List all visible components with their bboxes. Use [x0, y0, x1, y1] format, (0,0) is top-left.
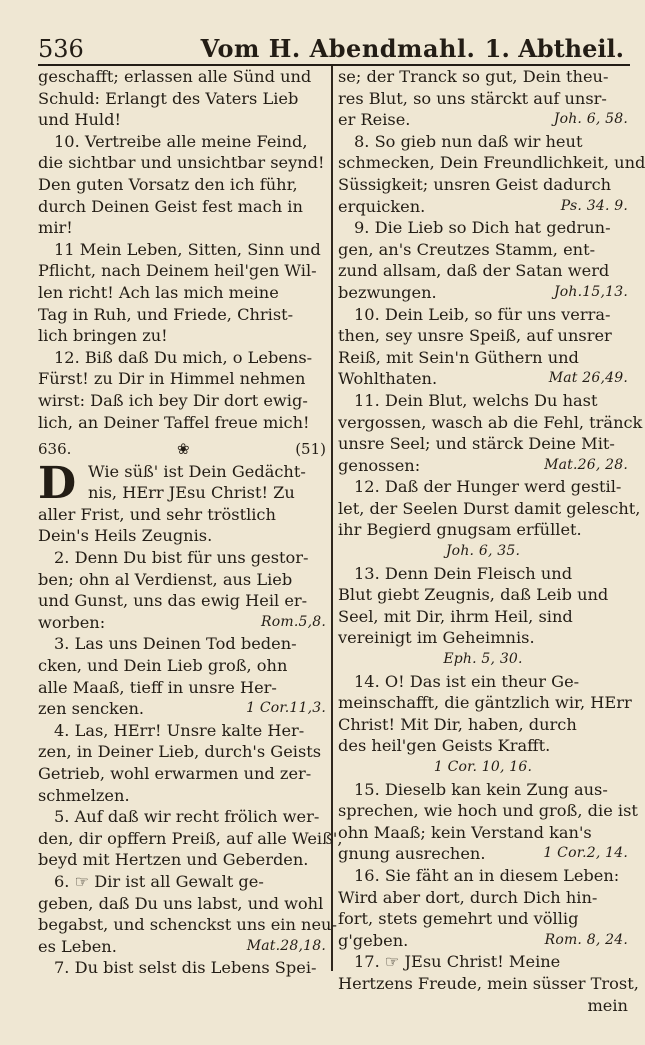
- line-text: vergossen, wasch ab die Fehl, tränck: [338, 412, 643, 432]
- line-text: meinschafft, die gäntzlich wir, HErr: [338, 693, 632, 713]
- verse-line: [38, 806, 326, 828]
- scripture-reference: Mat 26,49.: [548, 370, 628, 387]
- verse-line: [38, 325, 326, 347]
- verse-line: [38, 785, 326, 807]
- line-text: Tag in Ruh, und Friede, Christ-: [38, 304, 294, 324]
- line-text: 6. ☞ Dir ist all Gewalt ge-: [54, 871, 264, 891]
- line-text: 10. Dein Leib, so für uns verra-: [354, 304, 611, 324]
- line-text: 5. Auf daß wir recht frölich wer-: [54, 807, 320, 827]
- line-text: zen, in Deiner Lieb, durch's Geists: [38, 742, 322, 762]
- verse-line: [38, 304, 326, 326]
- scripture-reference: Mat.26, 28.: [544, 456, 628, 473]
- line-text: Pflicht, nach Deinem heil'gen Wil-: [38, 261, 317, 281]
- line-text: zund allsam, daß der Satan werd: [338, 261, 610, 281]
- line-text: Schuld: Erlangt des Vaters Lieb: [38, 88, 299, 108]
- line-text: er Reise.: [338, 110, 411, 130]
- line-text: ohn Maaß; kein Verstand kan's: [338, 822, 592, 842]
- verse-line: [338, 66, 628, 88]
- verse-line: [38, 504, 326, 526]
- verse-line: [338, 347, 628, 369]
- right-column: [338, 66, 645, 1015]
- line-text: erquicken.: [338, 196, 426, 216]
- line-text: vereinigt im Geheimnis.: [338, 628, 535, 648]
- line-text: Seel, mit Dir, ihrm Heil, sind: [338, 606, 573, 626]
- verse-line: [338, 476, 628, 498]
- line-text: 10. Vertreibe alle meine Feind,: [54, 131, 308, 151]
- line-text: Blut giebt Zeugnis, daß Leib und: [338, 585, 609, 605]
- line-text: des heil'gen Geists Krafft.: [338, 736, 551, 756]
- verse-line: [338, 887, 628, 909]
- line-text: lich, an Deiner Taffel freue mich!: [38, 412, 310, 432]
- line-text: 7. Du bist selst dis Lebens Spei-: [54, 958, 317, 978]
- line-text: lich bringen zu!: [38, 326, 168, 346]
- page-number: 536: [38, 35, 84, 63]
- verse-line: [38, 482, 326, 504]
- line-text: 8. So gieb nun daß wir heut: [354, 131, 583, 151]
- verse-line: [338, 908, 628, 930]
- verse-line: [38, 677, 326, 699]
- verse-line: [38, 196, 326, 218]
- verse-line: [338, 692, 632, 714]
- line-text: genossen:: [338, 455, 421, 475]
- verse-line: [338, 606, 628, 628]
- verse-line: [38, 217, 326, 239]
- verse-line: [38, 871, 326, 893]
- line-text: begabst, und schenckst uns ein neu-: [38, 915, 337, 935]
- line-text: schmelzen.: [38, 785, 130, 805]
- line-text: 3. Las uns Deinen Tod beden-: [54, 634, 297, 654]
- line-text: ben; ohn al Verdienst, aus Lieb: [38, 569, 293, 589]
- line-text: Wohlthaten.: [338, 369, 438, 389]
- verse-line: [38, 655, 326, 677]
- verse-line: [338, 714, 628, 736]
- verse-line: [38, 569, 326, 591]
- line-text: mein: [587, 995, 628, 1015]
- verse-line: [38, 893, 326, 915]
- line-text: mir!: [38, 218, 73, 238]
- verse-line: [338, 627, 628, 649]
- line-text: len richt! Ach las mich meine: [38, 282, 279, 302]
- line-text: gen, an's Creutzes Stamm, ent-: [338, 239, 596, 259]
- line-text: Süssigkeit; unsren Geist dadurch: [338, 174, 612, 194]
- verse-line: [338, 843, 628, 865]
- line-text: Dein's Heils Zeugnis.: [38, 526, 213, 546]
- scripture-reference: Eph. 5, 30.: [443, 651, 523, 668]
- verse-line: [338, 930, 628, 952]
- line-text: die sichtbar und unsichtbar seynd!: [38, 153, 325, 173]
- verse-line: [338, 196, 628, 218]
- verse-line: [38, 368, 326, 390]
- line-text: alle Maaß, tieff in unsre Her-: [38, 677, 277, 697]
- verse-line: [338, 519, 628, 541]
- line-text: ihr Begierd gnugsam erfüllet.: [338, 520, 582, 540]
- scripture-reference: Rom. 8, 24.: [544, 931, 628, 948]
- line-text: zen sencken.: [38, 699, 145, 719]
- verse-line: [38, 66, 326, 88]
- verse-line: [38, 828, 343, 850]
- line-text: 11. Dein Blut, welchs Du hast: [354, 390, 598, 410]
- verse-line: [338, 433, 628, 455]
- line-text: 17. ☞ JEsu Christ! Meine: [354, 952, 561, 972]
- verse-line: [38, 174, 326, 196]
- line-text: 2. Denn Du bist für uns gestor-: [54, 548, 309, 568]
- line-text: und Huld!: [38, 110, 121, 130]
- verse-line: [38, 914, 337, 936]
- verse-line: [338, 800, 638, 822]
- verse-line: [38, 525, 326, 547]
- verse-line: [38, 936, 326, 958]
- line-text: es Leben.: [38, 936, 117, 956]
- verse-line: [338, 671, 628, 693]
- verse-line: [338, 304, 628, 326]
- verse-line: [338, 973, 639, 995]
- verse-line: [338, 217, 628, 239]
- scripture-reference: 1 Cor.11,3.: [246, 700, 326, 717]
- line-text: beyd mit Hertzen und Geberden.: [38, 850, 309, 870]
- verse-line: [338, 131, 628, 153]
- verse-line: [38, 547, 326, 569]
- verse-line: [38, 88, 326, 110]
- line-text: gnung ausrechen.: [338, 844, 486, 864]
- line-text: Christ! Mit Dir, haben, durch: [338, 714, 577, 734]
- verse-line: [338, 995, 628, 1017]
- line-text: wirst: Daß ich bey Dir dort ewig-: [38, 390, 308, 410]
- line-text: Wird aber dort, durch Dich hin-: [338, 887, 598, 907]
- scripture-reference: Joh. 6, 35.: [445, 543, 521, 560]
- line-text: Getrieb, wohl erwarmen und zer-: [38, 764, 312, 783]
- verse-line: [338, 735, 628, 757]
- verse-line: [338, 260, 628, 282]
- line-text: 12. Daß der Hunger werd gestil-: [354, 477, 622, 497]
- verse-line: [38, 131, 326, 153]
- line-text: 9. Die Lieb so Dich hat gedrun-: [354, 218, 611, 238]
- verse-line: [338, 779, 628, 801]
- section-label: 1. Abtheil.: [484, 34, 624, 63]
- line-text: Fürst! zu Dir in Himmel nehmen: [38, 369, 306, 389]
- line-text: nis, HErr JEsu Christ! Zu: [88, 483, 295, 503]
- verse-line: [338, 88, 628, 110]
- verse-line: [38, 698, 326, 720]
- page-header: [36, 32, 640, 66]
- line-text: geben, daß Du uns labst, und wohl: [38, 893, 324, 913]
- verse-line: [338, 584, 628, 606]
- line-text: Reiß, mit Sein'n Güthern und: [338, 347, 579, 367]
- melody-number: (51): [295, 440, 326, 459]
- line-text: fort, stets gemehrt und völlig: [338, 909, 579, 929]
- scripture-reference: Mat.28,18.: [246, 937, 326, 954]
- verse-line: [338, 368, 628, 390]
- verse-line: [338, 325, 628, 347]
- line-text: 15. Dieselb kan kein Zung aus-: [354, 779, 608, 799]
- line-text: sprechen, wie hoch und groß, die ist: [338, 801, 638, 821]
- line-text: bezwungen.: [338, 282, 437, 302]
- running-title: Vom H. Abendmahl.: [200, 34, 476, 63]
- line-text: aller Frist, und sehr tröstlich: [38, 504, 276, 524]
- verse-line: [338, 239, 628, 261]
- verse-line: [38, 741, 326, 763]
- scripture-reference: Joh. 6, 58.: [553, 111, 628, 128]
- verse-line: [338, 109, 628, 131]
- line-text: Wie süß' ist Dein Gedächt-: [88, 461, 306, 481]
- verse-line: [338, 390, 628, 412]
- line-text: se; der Tranck so gut, Dein theu-: [338, 67, 609, 86]
- line-text: Den guten Vorsatz den ich führ,: [38, 174, 298, 194]
- verse-line: [338, 455, 628, 477]
- scripture-reference: Rom.5,8.: [260, 613, 326, 630]
- verse-line: [38, 461, 326, 483]
- verse-line: [338, 412, 643, 434]
- ornament-icon: ❀: [177, 440, 190, 459]
- verse-line: [38, 633, 326, 655]
- hymn-number: 636.: [38, 440, 72, 459]
- verse-line: [38, 282, 326, 304]
- verse-line: [38, 957, 326, 979]
- hymn-heading: [38, 439, 326, 461]
- left-column: [38, 66, 343, 978]
- scripture-reference: Ps. 34. 9.: [560, 197, 628, 214]
- verse-line: [338, 951, 628, 973]
- scripture-reference: 1 Cor. 10, 16.: [433, 759, 533, 775]
- line-text: 12. Biß daß Du mich, o Lebens-: [54, 347, 313, 367]
- verse-line: [38, 260, 326, 282]
- line-text: cken, und Dein Lieb groß, ohn: [38, 656, 288, 676]
- verse-line: [338, 865, 628, 887]
- line-text: worben:: [38, 612, 106, 632]
- line-text: 4. Las, HErr! Unsre kalte Her-: [54, 720, 305, 740]
- verse-line: [38, 109, 326, 131]
- verse-line: [38, 849, 326, 871]
- verse-line: [338, 174, 628, 196]
- line-text: 13. Denn Dein Fleisch und: [354, 563, 573, 583]
- line-text: let, der Seelen Durst damit gelescht,: [338, 498, 641, 518]
- verse-line: [338, 757, 628, 779]
- line-text: then, sey unsre Speiß, auf unsrer: [338, 326, 612, 346]
- verse-line: [338, 822, 628, 844]
- verse-line: [38, 152, 326, 174]
- verse-line: [338, 152, 645, 174]
- line-text: 14. O! Das ist ein theur Ge-: [354, 671, 580, 691]
- line-text: unsre Seel; und stärck Deine Mit-: [338, 434, 615, 454]
- line-text: 11 Mein Leben, Sitten, Sinn und: [54, 239, 321, 259]
- verse-line: [38, 763, 326, 785]
- line-text: schmecken, Dein Freundlichkeit, und: [338, 153, 645, 173]
- verse-line: [338, 649, 628, 671]
- verse-line: [38, 347, 326, 369]
- line-text: Hertzens Freude, mein süsser Trost,: [338, 973, 639, 993]
- line-text: 16. Sie fäht an in diesem Leben:: [354, 865, 620, 885]
- line-text: den, dir opffern Preiß, auf alle Weiß',: [38, 828, 343, 848]
- verse-line: [338, 563, 628, 585]
- verse-line: [38, 239, 326, 261]
- scripture-reference: 1 Cor.2, 14.: [543, 845, 628, 862]
- line-text: geschafft; erlassen alle Sünd und: [38, 67, 312, 86]
- verse-line: [38, 390, 326, 412]
- hymn-opening: [38, 457, 326, 509]
- verse-line: [338, 541, 628, 563]
- line-text: g'geben.: [338, 930, 409, 950]
- line-text: durch Deinen Geist fest mach in: [38, 196, 303, 216]
- drop-cap: D: [38, 457, 77, 509]
- verse-line: [338, 282, 628, 304]
- verse-line: [38, 720, 326, 742]
- scripture-reference: Joh.15,13.: [553, 283, 628, 300]
- line-text: und Gunst, uns das ewig Heil er-: [38, 591, 308, 611]
- verse-line: [338, 498, 641, 520]
- verse-line: [38, 612, 326, 634]
- verse-line: [38, 412, 326, 434]
- verse-line: [38, 590, 326, 612]
- line-text: res Blut, so uns stärckt auf unsr-: [338, 88, 607, 108]
